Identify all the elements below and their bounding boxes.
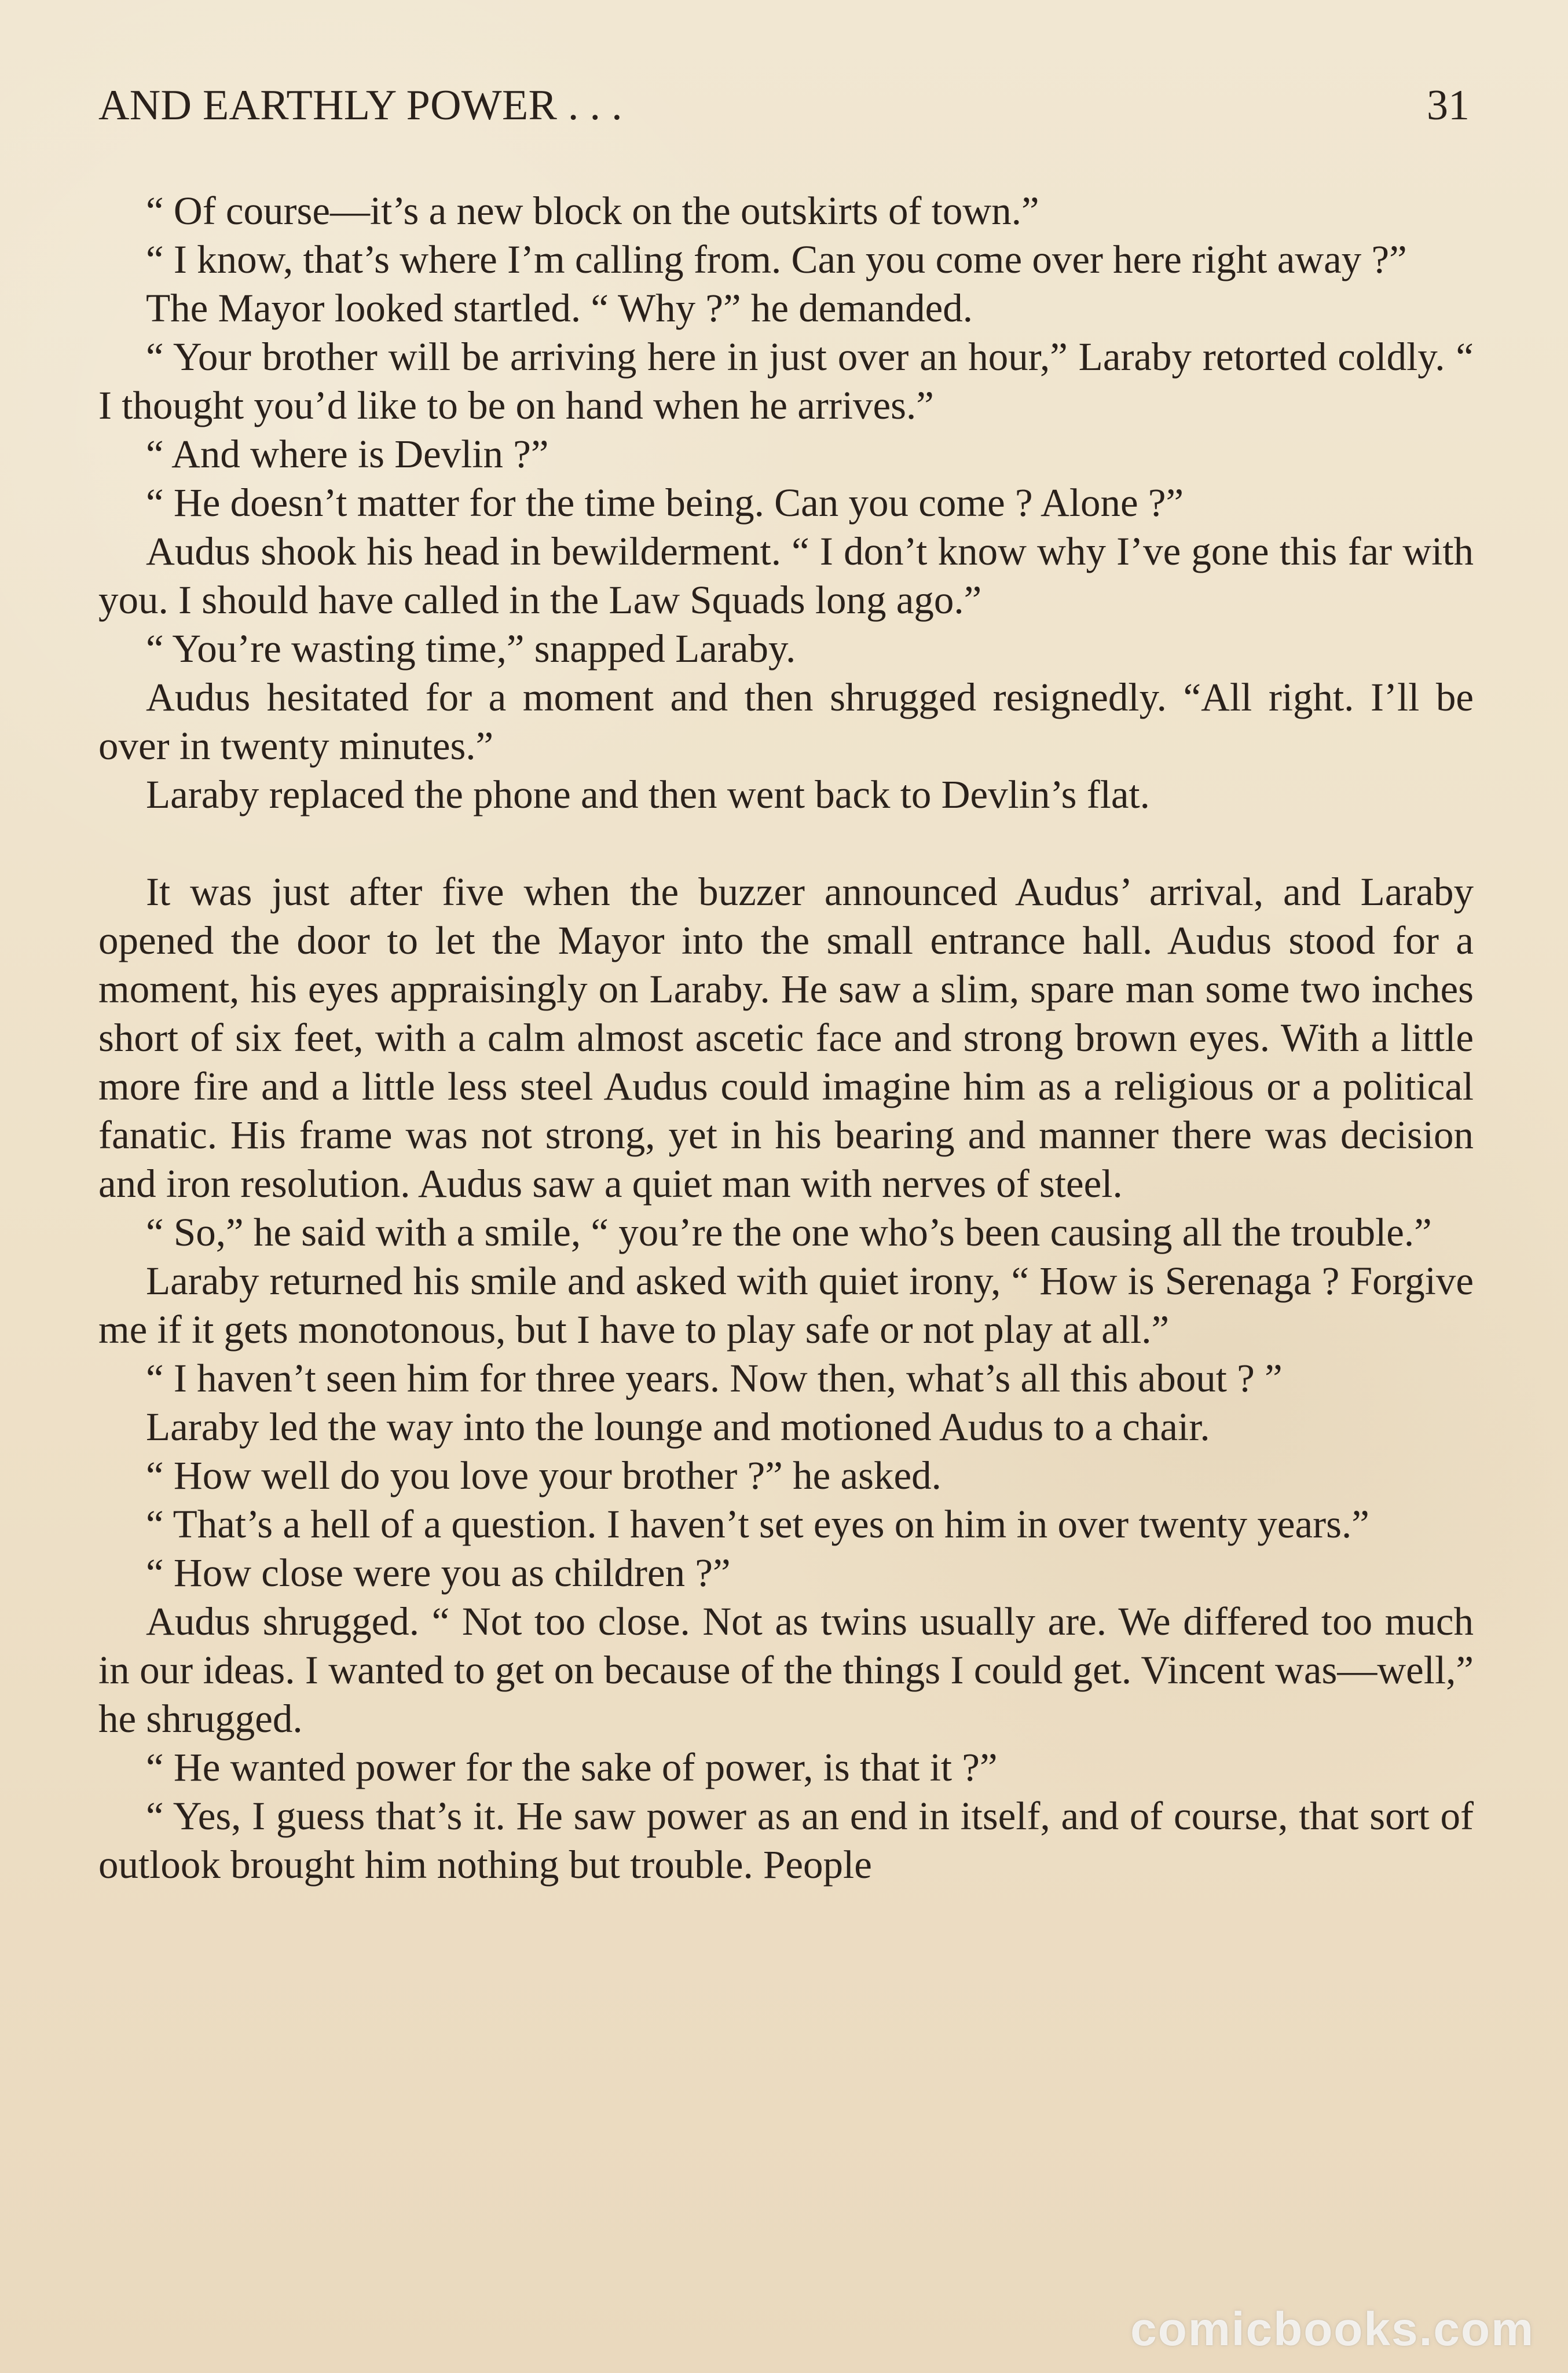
paragraph-12: “ So,” he said with a smile, “ you’re the one who’s been causing all the trouble.” — [146, 1210, 1432, 1254]
paragraph-6: “ He doesn’t matter for the time being. Can you come ? Alone ?” — [146, 481, 1184, 525]
paragraph-5: “ And where is Devlin ?” — [146, 432, 549, 476]
paragraph-3: The Mayor looked startled. “ Why ?” he demanded. — [146, 286, 973, 330]
paragraph-14: “ I haven’t seen him for three years. Now then, what’s all this about ? ” — [146, 1356, 1283, 1400]
paragraph-9: Audus hesitated for a moment and then shrugged resignedly. “All right. I’ll be over in twenty minutes.” — [98, 675, 1474, 768]
paragraph-15: Laraby led the way into the lounge and motioned Audus to a chair. — [146, 1405, 1210, 1449]
page-body — [98, 186, 1474, 1889]
running-title: AND EARTHLY POWER . . . — [98, 82, 622, 129]
paragraph-18: “ How close were you as children ?” — [146, 1551, 731, 1595]
section-break — [98, 819, 1474, 867]
paragraph-7: Audus shook his head in bewilderment. “ I don’t know why I’ve gone this far with you. I should have called in the Law Squads long ago.” — [98, 529, 1474, 622]
paragraph-19: Audus shrugged. “ Not too close. Not as twins usually are. We differed too much in our ideas. I wanted to get on because of the things I could get. Vincent was—well,” he shrugged. — [98, 1599, 1474, 1741]
paragraph-11: It was just after five when the buzzer announced Audus’ arrival, and Laraby opened the door to let the Mayor into the small entrance hall. Audus stood for a moment, his eyes appraisingly on Laraby. He saw a slim, spare man some two inches short of six feet, with a calm almost ascetic face and strong brown eyes. With a little more fire and a little less steel Audus could imagine him as a religious or a political fanatic. His frame was not strong, yet in his bearing and manner there was decision and iron resolution. Audus saw a quiet man with nerves of steel. — [98, 870, 1474, 1206]
paragraph-8: “ You’re wasting time,” snapped Laraby. — [146, 627, 796, 671]
paragraph-20: “ He wanted power for the sake of power, is that it ?” — [146, 1745, 998, 1789]
paragraph-2: “ I know, that’s where I’m calling from. Can you come over here right away ?” — [146, 237, 1407, 281]
paragraph-13: Laraby returned his smile and asked with quiet irony, “ How is Serenaga ? Forgive me if it gets monotonous, but I have to play safe or not play at all.” — [98, 1259, 1474, 1352]
paragraph-16: “ How well do you love your brother ?” he asked. — [146, 1453, 941, 1497]
page-header — [98, 84, 1470, 153]
paragraph-4: “ Your brother will be arriving here in just over an hour,” Laraby retorted coldly. “ I thought you’d like to be on hand when he arrives.” — [98, 335, 1474, 427]
paragraph-21: “ Yes, I guess that’s it. He saw power as an end in itself, and of course, that sort of outlook brought him nothing but trouble. People — [98, 1794, 1474, 1887]
site-watermark: comicbooks.com — [1130, 2303, 1534, 2356]
paragraph-17: “ That’s a hell of a question. I haven’t set eyes on him in over twenty years.” — [146, 1502, 1369, 1546]
page-number: 31 — [1427, 82, 1470, 129]
paragraph-1: “ Of course—it’s a new block on the outskirts of town.” — [146, 189, 1039, 233]
paragraph-10: Laraby replaced the phone and then went back to Devlin’s flat. — [146, 772, 1150, 816]
